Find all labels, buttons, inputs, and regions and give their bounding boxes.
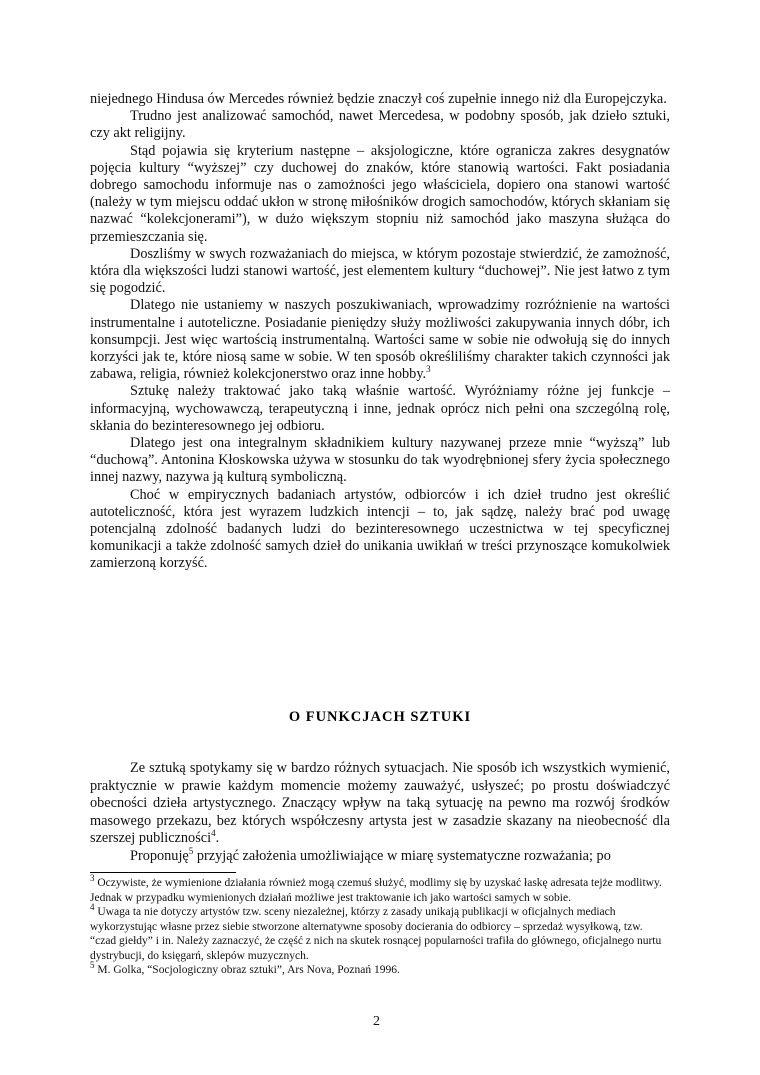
paragraph: niejednego Hindusa ów Mercedes również będzie znaczył coś zupełnie innego niż dla Europejczyka. [90,91,667,107]
footnote-text: Uwaga ta nie dotyczy artystów tzw. sceny niezależnej, którzy z zasady unikają publikacji w oficjalnych mediach wykorzystując własne przez siebie stworzone alternatywne sposoby docierania do odbiorcy – sprzedaż wysyłkową, tzw. “czad giełdy” i in. Należy zaznaczyć, że część z nich na skutek rosnącej popularności trafiła do głównego, oficjalnego nurtu dystrybucji, do księgarń, sklepów muzycznych. [90,906,662,962]
footnote [90,873,670,905]
footnote-ref: 4 [211,828,216,839]
footnote [90,902,670,963]
page-number: 2 [373,1014,380,1029]
paragraph: Choć w empirycznych badaniach artystów, odbiorców i ich dzieł trudno jest określić autoteliczność, która jest wyrazem ludzkich intencji – to, jak sądzę, należy brać pod uwagę potencjalną zdolność badanych ludzi do bezinteresownego uczestnictwa w tej specyficznej komunikacji a także zdolność samych dzieł do unikania uwikłań w treści przynoszące komukolwiek zamierzoną korzyść. [90,486,670,572]
paragraph-text: Ze sztuką spotykamy się w bardzo różnych sytuacjach. Nie sposób ich wszystkich wymienić, praktycznie w prawie każdym momencie możemy zauważyć, usłyszeć; po prostu doświadczyć obecności dzieła artystycznego. Znaczący wpływ na taką sytuację na pewno ma rozwój środków masowego przekazu, bez których współczesny artysta jest w zasadzie skazany na nieobecność dla szerszej publiczności [90,760,670,847]
paragraph: Dlatego jest ona integralnym składnikiem kultury nazywanej przeze mnie “wyższą” lub “duchową”. Antonina Kłoskowska używa w stosunku do tak wyodrębnionej sfery życia społecznego innej nazwy, nazywa ją kulturą symboliczną. [90,435,670,486]
document-body [90,91,670,573]
paragraph: Trudno jest analizować samochód, nawet Mercedesa, w podobny sposób, jak dzieło sztuki, czy akt religijny. [90,108,670,142]
footnote-ref: 5 [188,846,194,857]
section-heading: O FUNKCJACH SZTUKI [288,709,472,725]
footnote [90,960,670,978]
paragraph: Sztukę należy traktować jako taką właśnie wartość. Wyróżniamy różne jej funkcje – informacyjną, wychowawczą, terapeutyczną i inne, jednak oprócz nich pełni ona szczególną rolę, skłania do bezinteresownego jej odbioru. [90,383,670,434]
footnote-number: 4 [90,902,95,913]
paragraph-with-footnote [90,848,670,866]
paragraph-with-footnote [90,297,670,383]
paragraph-with-footnote: Ze sztuką spotykamy się w bardzo różnych sytuacjach. Nie sposób ich wszystkich wymienić, praktycznie w prawie każdym momencie możemy zauważyć, usłyszeć; po prostu doświadczyć obecności dzieła artystycznego. Znaczący wpływ na taką sytuację na pewno ma rozwój środków masowego przekazu, bez których współczesny artysta jest w zasadzie skazany na nieobecność dla szerszej publiczności$^4$. [90,760,670,847]
footnote-text: M. Golka, “Socjologiczny obraz sztuki”, Ars Nova, Poznań 1996. [94,964,400,976]
footnote-text: Oczywiste, że wymienione działania również mogą czemuś służyć, modlimy się by uzyskać łaskę adresata tejże modlitwy. Jednak w przypadku wymienionych działań możliwe jest traktowanie ich jako wartości samych w sobie. [90,877,662,904]
footnote-number: 5 [90,960,95,971]
section-body [90,760,670,866]
paragraph-text: Proponuję [130,847,189,864]
footnote-separator [90,872,236,873]
footnote-number: 3 [90,873,95,884]
paragraph: Stąd pojawia się kryterium następne – aksjologiczne, które ogranicza zakres desygnatów pojęcia kultury “wyższej” czy duchowej do znaków, które stanowią wartości. Fakt posiadania dobrego samochodu informuje nas o zamożności jego właściciela, dopiero ona stanowi wartość (należy w tym miejscu oddać ukłon w stronę miłośników drogich samochodów, których skłaniam się nazwać “kolekcjonerami”), w dużo większym stopniu niż samochód jako maszyna służąca do przemieszczania się. [90,142,670,245]
footnote-ref: 3 [426,364,431,375]
paragraph-text: przyjąć założenia umożliwiające w miarę systematyczne rozważania; po [193,847,611,864]
paragraph: Doszliśmy w swych rozważaniach do miejsca, w którym pozostaje stwierdzić, że zamożność, która dla większości ludzi stanowi wartość, jest elementem kultury “duchowej”. Nie jest łatwo z tym się pogodzić. [90,245,670,297]
footnotes [90,873,670,978]
paragraph-text: Dlatego nie ustaniemy w naszych poszukiwaniach, wprowadzimy rozróżnienie na wartości instrumentalne i autoteliczne. Posiadanie pieniędzy służy możliwości zakupywania innych dóbr, ich konsumpcji. Jest więc wartością instrumentalną. Wartości same w sobie nie odwołują się do innych korzyści jak te, które niosą same w sobie. W ten sposób określiliśmy charakter takich czynności jak zabawa, religia, również kolekcjonerstwo oraz inne hobby. [90,297,670,383]
